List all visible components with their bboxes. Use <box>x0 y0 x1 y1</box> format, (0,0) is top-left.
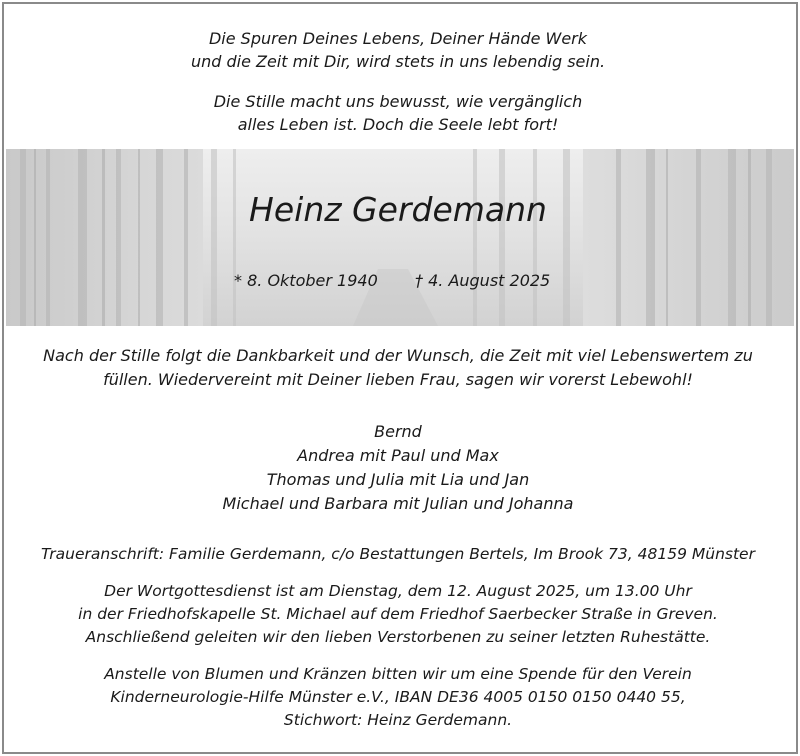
donation-request <box>0 663 796 732</box>
family-list <box>0 420 796 516</box>
message-line: füllen. Wiedervereint mit Deiner lieben Frau, sagen wir vorerst Lebewohl! <box>103 370 693 389</box>
donation-line: Kinderneurologie-Hilfe Münster e.V., IBAN DE36 4005 0150 0150 0440 55, <box>110 688 686 706</box>
center-photo-panel <box>203 149 583 326</box>
service-line: in der Friedhofskapelle St. Michael auf dem Friedhof Saerbecker Straße in Greven. <box>78 605 718 623</box>
family-member: Andrea mit Paul und Max <box>297 446 499 465</box>
quote-line: Die Stille macht uns bewusst, wie vergänglich <box>213 92 583 111</box>
opening-quote <box>0 27 796 73</box>
deceased-name: Heinz Gerdemann <box>249 190 547 229</box>
mourning-address: Traueranschrift: Familie Gerdemann, c/o Bestattungen Bertels, Im Brook 73, 48159 Münster <box>41 545 755 563</box>
farewell-message <box>0 344 796 392</box>
message-line: Nach der Stille folgt die Dankbarkeit und der Wunsch, die Zeit mit viel Lebenswertem zu <box>43 346 753 365</box>
service-details <box>0 580 796 649</box>
birth-date: * 8. Oktober 1940 <box>234 271 378 290</box>
donation-line: Anstelle von Blumen und Kränzen bitten wir um eine Spende für den Verein <box>104 665 692 683</box>
donation-line: Stichwort: Heinz Gerdemann. <box>283 711 513 729</box>
family-member: Thomas und Julia mit Lia und Jan <box>266 470 530 489</box>
quote-line: alles Leben ist. Doch die Seele lebt fort! <box>237 115 559 134</box>
forest-banner-image <box>6 149 794 326</box>
quote-line: und die Zeit mit Dir, wird stets in uns lebendig sein. <box>190 52 606 71</box>
service-line: Anschließend geleiten wir den lieben Verstorbenen zu seiner letzten Ruhestätte. <box>85 628 711 646</box>
family-member: Bernd <box>374 422 422 441</box>
death-date: † 4. August 2025 <box>415 271 551 290</box>
service-line: Der Wortgottesdienst ist am Dienstag, dem 12. August 2025, um 13.00 Uhr <box>104 582 692 600</box>
second-quote <box>0 90 796 136</box>
family-member: Michael und Barbara mit Julian und Johanna <box>222 494 574 513</box>
quote-line: Die Spuren Deines Lebens, Deiner Hände Werk <box>208 29 588 48</box>
center-trees-illustration <box>203 149 583 326</box>
